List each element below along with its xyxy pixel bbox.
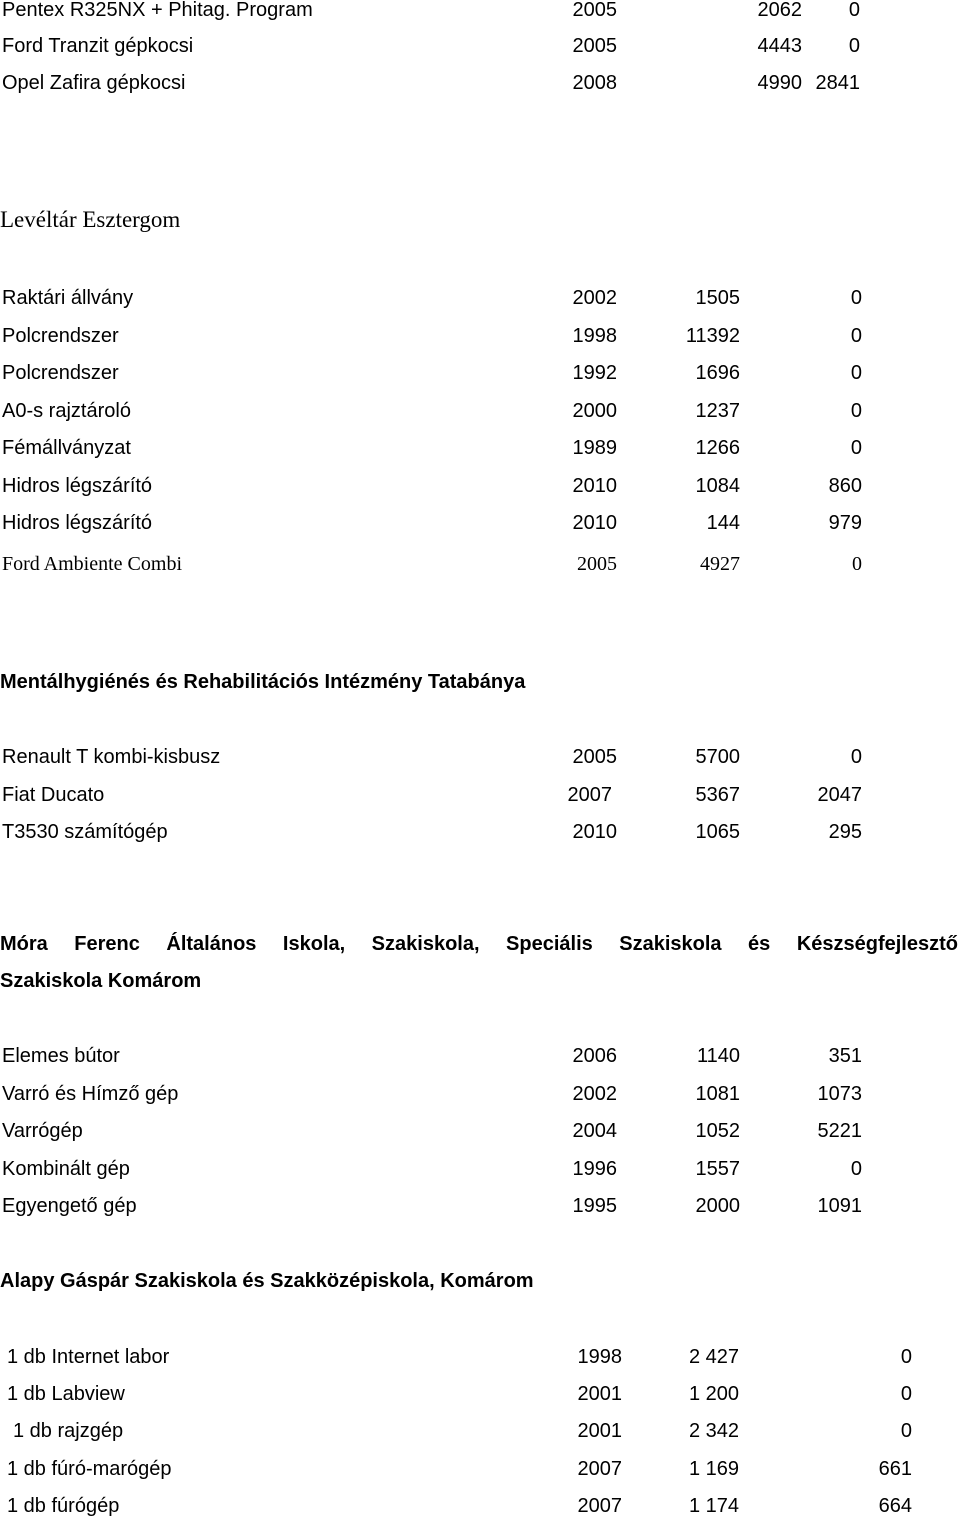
item-value-2: 0 bbox=[850, 362, 862, 384]
item-value-1: 5700 bbox=[695, 746, 740, 768]
item-year: 1998 bbox=[572, 325, 617, 347]
item-year: 2002 bbox=[572, 1083, 617, 1105]
table-row bbox=[0, 1379, 960, 1409]
item-year: 2001 bbox=[577, 1383, 622, 1405]
item-value-2: 0 bbox=[850, 1158, 862, 1180]
item-year: 2008 bbox=[572, 72, 617, 94]
item-name: 1 db fúrógép bbox=[7, 1495, 120, 1517]
item-value-1: 4927 bbox=[700, 553, 740, 575]
table-row bbox=[0, 1454, 960, 1484]
item-value-2: 661 bbox=[878, 1458, 912, 1480]
table-row bbox=[0, 1041, 960, 1071]
item-year: 1995 bbox=[572, 1195, 617, 1217]
item-name: Ford Ambiente Combi bbox=[2, 553, 182, 575]
table-row bbox=[0, 31, 960, 61]
item-name: Egyengető gép bbox=[2, 1195, 137, 1217]
item-value-2: 5221 bbox=[817, 1120, 862, 1142]
item-year: 1996 bbox=[572, 1158, 617, 1180]
item-name: Fémállványzat bbox=[2, 437, 131, 459]
item-value-1: 1 169 bbox=[688, 1458, 739, 1480]
table-row bbox=[0, 471, 960, 501]
item-value-1: 4990 bbox=[757, 72, 802, 94]
item-value-2: 0 bbox=[852, 553, 862, 575]
table-row bbox=[0, 1491, 960, 1521]
item-value-2: 1073 bbox=[817, 1083, 862, 1105]
item-value-1: 1140 bbox=[696, 1045, 740, 1067]
item-value-1: 1557 bbox=[695, 1158, 740, 1180]
item-name: Ford Tranzit gépkocsi bbox=[2, 35, 194, 57]
table-row bbox=[0, 742, 960, 772]
item-name: 1 db Labview bbox=[7, 1383, 125, 1405]
item-value-2: 0 bbox=[848, 0, 860, 21]
item-year: 2010 bbox=[572, 512, 617, 534]
item-year: 1989 bbox=[572, 437, 617, 459]
item-value-1: 2 342 bbox=[688, 1420, 739, 1442]
table-row bbox=[0, 817, 960, 847]
table-row bbox=[0, 358, 960, 388]
table-row bbox=[0, 1116, 960, 1146]
item-value-1: 2000 bbox=[695, 1195, 740, 1217]
item-value-2: 2841 bbox=[815, 72, 860, 94]
item-value-2: 0 bbox=[900, 1346, 912, 1368]
item-name: Kombinált gép bbox=[2, 1158, 130, 1180]
section-title-line-1: Móra Ferenc Általános Iskola, Szakiskola, Speciális Szakiskola és Készségfejlesztő bbox=[0, 933, 958, 955]
table-row bbox=[0, 68, 960, 98]
table-row bbox=[0, 1191, 960, 1221]
item-value-2: 0 bbox=[848, 35, 860, 57]
section-title: Alapy Gáspár Szakiskola és Szakközépiskola, Komárom bbox=[0, 1270, 534, 1292]
table-row bbox=[0, 396, 960, 426]
item-name: Polcrendszer bbox=[2, 325, 119, 347]
item-year: 2004 bbox=[572, 1120, 617, 1142]
item-name: Opel Zafira gépkocsi bbox=[2, 72, 186, 94]
item-year: 2006 bbox=[572, 1045, 617, 1067]
item-name: Fiat Ducato bbox=[2, 784, 105, 806]
item-year: 1992 bbox=[572, 362, 617, 384]
section-title: Levéltár Esztergom bbox=[0, 207, 181, 232]
item-value-1: 1696 bbox=[695, 362, 740, 384]
item-year: 2005 bbox=[572, 0, 617, 21]
item-value-2: 351 bbox=[828, 1045, 862, 1067]
item-name: Polcrendszer bbox=[2, 362, 119, 384]
item-value-1: 5367 bbox=[695, 784, 740, 806]
table-row bbox=[0, 1342, 960, 1372]
item-year: 2010 bbox=[572, 475, 617, 497]
item-year: 2005 bbox=[572, 746, 617, 768]
item-value-1: 4443 bbox=[757, 35, 802, 57]
item-name: Pentex R325NX + Phitag. Program bbox=[2, 0, 313, 21]
item-value-1: 1081 bbox=[695, 1083, 740, 1105]
item-year: 2000 bbox=[572, 400, 617, 422]
table-row bbox=[0, 283, 960, 313]
item-name: Varró és Hímző gép bbox=[2, 1083, 179, 1105]
item-value-2: 2047 bbox=[817, 784, 862, 806]
item-value-2: 979 bbox=[828, 512, 862, 534]
item-value-2: 0 bbox=[850, 437, 862, 459]
item-year: 1998 bbox=[577, 1346, 622, 1368]
item-value-2: 0 bbox=[850, 400, 862, 422]
item-value-1: 1266 bbox=[695, 437, 740, 459]
item-name: Varrógép bbox=[2, 1120, 83, 1142]
item-value-2: 0 bbox=[900, 1420, 912, 1442]
table-row bbox=[0, 0, 960, 25]
item-value-2: 664 bbox=[878, 1495, 912, 1517]
item-value-1: 1052 bbox=[695, 1120, 740, 1142]
table-row bbox=[0, 780, 960, 810]
item-year: 2010 bbox=[572, 821, 617, 843]
item-year: 2005 bbox=[577, 553, 617, 575]
item-name: 1 db Internet labor bbox=[7, 1346, 170, 1368]
item-name: Raktári állvány bbox=[2, 287, 134, 309]
item-year: 2001 bbox=[577, 1420, 622, 1442]
item-value-2: 0 bbox=[850, 287, 862, 309]
item-value-2: 0 bbox=[850, 746, 862, 768]
table-row bbox=[0, 321, 960, 351]
item-value-1: 2062 bbox=[757, 0, 802, 21]
item-name: 1 db rajzgép bbox=[13, 1420, 124, 1442]
item-name: T3530 számítógép bbox=[2, 821, 168, 843]
section-title: Mentálhygiénés és Rehabilitációs Intézmény Tatabánya bbox=[0, 671, 526, 693]
item-value-1: 1505 bbox=[695, 287, 740, 309]
item-value-2: 0 bbox=[850, 325, 862, 347]
item-value-1: 2 427 bbox=[688, 1346, 739, 1368]
item-name: Hidros légszárító bbox=[2, 475, 153, 497]
table-row bbox=[0, 1079, 960, 1109]
item-year: 2005 bbox=[572, 35, 617, 57]
item-value-2: 0 bbox=[900, 1383, 912, 1405]
item-value-1: 1065 bbox=[695, 821, 740, 843]
item-year: 2007 bbox=[567, 784, 612, 806]
item-value-2: 860 bbox=[828, 475, 862, 497]
item-year: 2007 bbox=[577, 1458, 622, 1480]
item-value-1: 11392 bbox=[685, 325, 740, 347]
item-name: 1 db fúró-marógép bbox=[7, 1458, 172, 1480]
item-value-2: 295 bbox=[828, 821, 862, 843]
item-name: Elemes bútor bbox=[2, 1045, 120, 1067]
item-value-1: 144 bbox=[706, 512, 740, 534]
table-row bbox=[0, 433, 960, 463]
item-value-1: 1084 bbox=[695, 475, 740, 497]
item-name: Hidros légszárító bbox=[2, 512, 153, 534]
table-row bbox=[0, 1154, 960, 1184]
item-name: Renault T kombi-kisbusz bbox=[2, 746, 221, 768]
item-value-1: 1 174 bbox=[688, 1495, 739, 1517]
item-value-1: 1 200 bbox=[688, 1383, 739, 1405]
item-name: A0-s rajztároló bbox=[2, 400, 131, 422]
table-row bbox=[0, 1416, 960, 1446]
table-row bbox=[0, 508, 960, 538]
item-value-1: 1237 bbox=[695, 400, 740, 422]
item-value-2: 1091 bbox=[817, 1195, 862, 1217]
section-title-line-2: Szakiskola Komárom bbox=[0, 970, 202, 992]
item-year: 2007 bbox=[577, 1495, 622, 1517]
section-title bbox=[0, 929, 960, 959]
item-year: 2002 bbox=[572, 287, 617, 309]
table-row bbox=[0, 549, 960, 579]
